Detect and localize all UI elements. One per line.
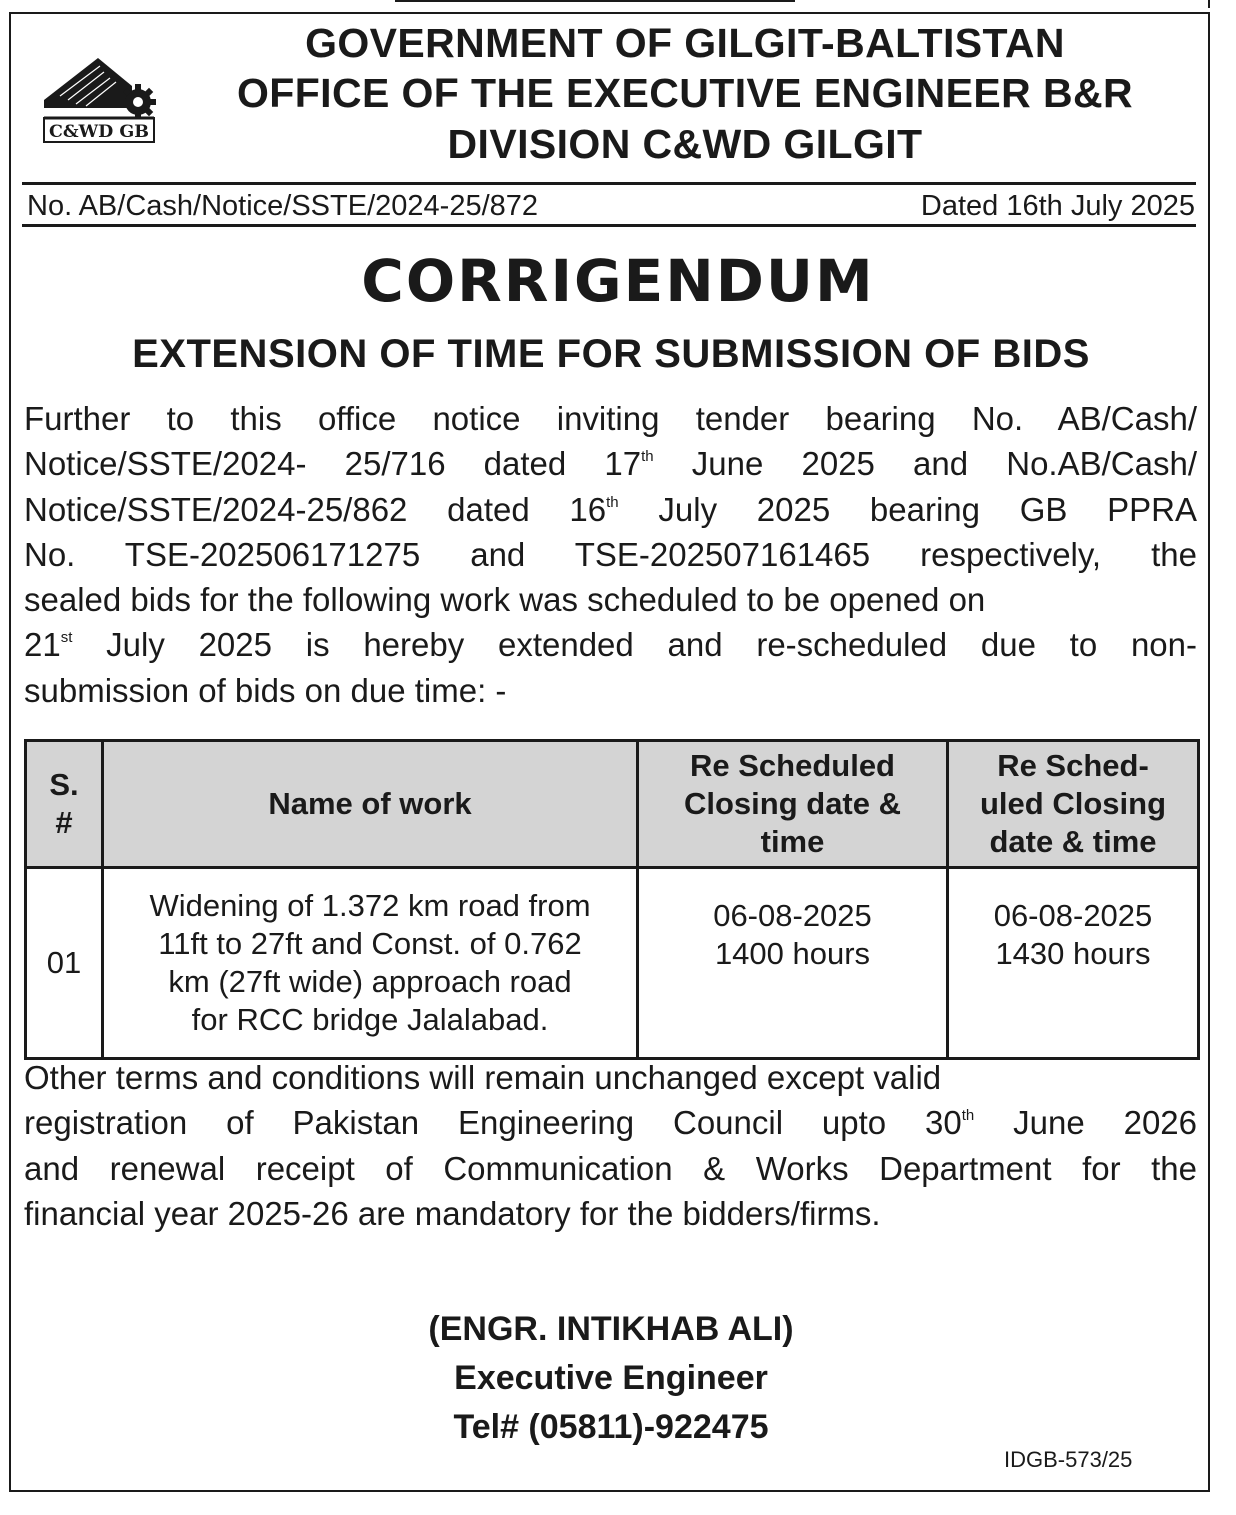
cwd-logo-icon — [40, 52, 156, 146]
cell-closing-1: 06-08-2025 1400 hours — [638, 868, 948, 1059]
intro-paragraph — [24, 396, 1197, 713]
header-rescheduled-2: Re Sched- uled Closing date & time — [948, 741, 1199, 868]
header-rescheduled-1: Re Scheduled Closing date & time — [638, 741, 948, 868]
reference-date: Dated 16th July 2025 — [920, 190, 1195, 222]
intro-line: No. TSE-202506171275 and TSE-202507161465 respectively, the — [24, 535, 1197, 573]
table-row — [26, 868, 1199, 1059]
notice-code: IDGB-573/25 — [1004, 1447, 1133, 1472]
table-header-row — [26, 741, 1199, 868]
intro-line: 21st July 2025 is hereby extended and re-scheduled due to non- — [24, 626, 1197, 664]
logo-text: C&WD GB — [49, 122, 149, 142]
closing-line: Other terms and conditions will remain unchanged except valid — [24, 1059, 942, 1096]
cell-closing-2: 06-08-2025 1430 hours — [948, 868, 1199, 1059]
header-serial: S. # — [26, 741, 103, 868]
works-table — [24, 739, 1200, 1060]
header-office: OFFICE OF THE EXECUTIVE ENGINEER B&R — [237, 70, 1133, 116]
cell-serial: 01 — [26, 868, 103, 1059]
header-divider-top — [22, 182, 1196, 185]
top-border-line — [395, 0, 795, 2]
header-name-of-work: Name of work — [103, 741, 638, 868]
closing-paragraph — [24, 1055, 1197, 1236]
intro-line: Notice/SSTE/2024-25/862 dated 16th July 2025 bearing GB PPRA — [24, 490, 1197, 528]
header-division: DIVISION C&WD GILGIT — [447, 121, 923, 167]
intro-line: submission of bids on due time: - — [24, 671, 507, 709]
signatory-name: (ENGR. INTIKHAB ALI) — [428, 1310, 794, 1348]
intro-line: Further to this office notice inviting tender bearing No. AB/Cash/ — [24, 400, 1197, 437]
signatory-phone: Tel# (05811)-922475 — [453, 1408, 769, 1446]
closing-line: registration of Pakistan Engineering Council upto 30th June 2026 — [24, 1104, 1197, 1142]
header-divider-bottom — [22, 224, 1196, 227]
page-title: CORRIGENDUM — [361, 247, 875, 315]
header-government: GOVERNMENT OF GILGIT-BALTISTAN — [305, 20, 1065, 66]
page-subtitle: EXTENSION OF TIME FOR SUBMISSION OF BIDS — [132, 332, 1090, 376]
signatory-designation: Executive Engineer — [454, 1359, 768, 1397]
closing-line: financial year 2025-26 are mandatory for the bidders/firms. — [24, 1194, 881, 1232]
closing-line: and renewal receipt of Communication & Works Department for the — [24, 1149, 1197, 1187]
intro-line: sealed bids for the following work was scheduled to be opened on — [24, 581, 986, 619]
top-border-tick — [1208, 0, 1210, 8]
reference-number: No. AB/Cash/Notice/SSTE/2024-25/872 — [27, 190, 539, 222]
intro-line: Notice/SSTE/2024- 25/716 dated 17th June 2025 and No.AB/Cash/ — [24, 445, 1197, 483]
cell-name-of-work: Widening of 1.372 km road from 11ft to 27ft and Const. of 0.762 km (27ft wide) approach road for RCC bridge Jalalabad. — [103, 868, 638, 1059]
